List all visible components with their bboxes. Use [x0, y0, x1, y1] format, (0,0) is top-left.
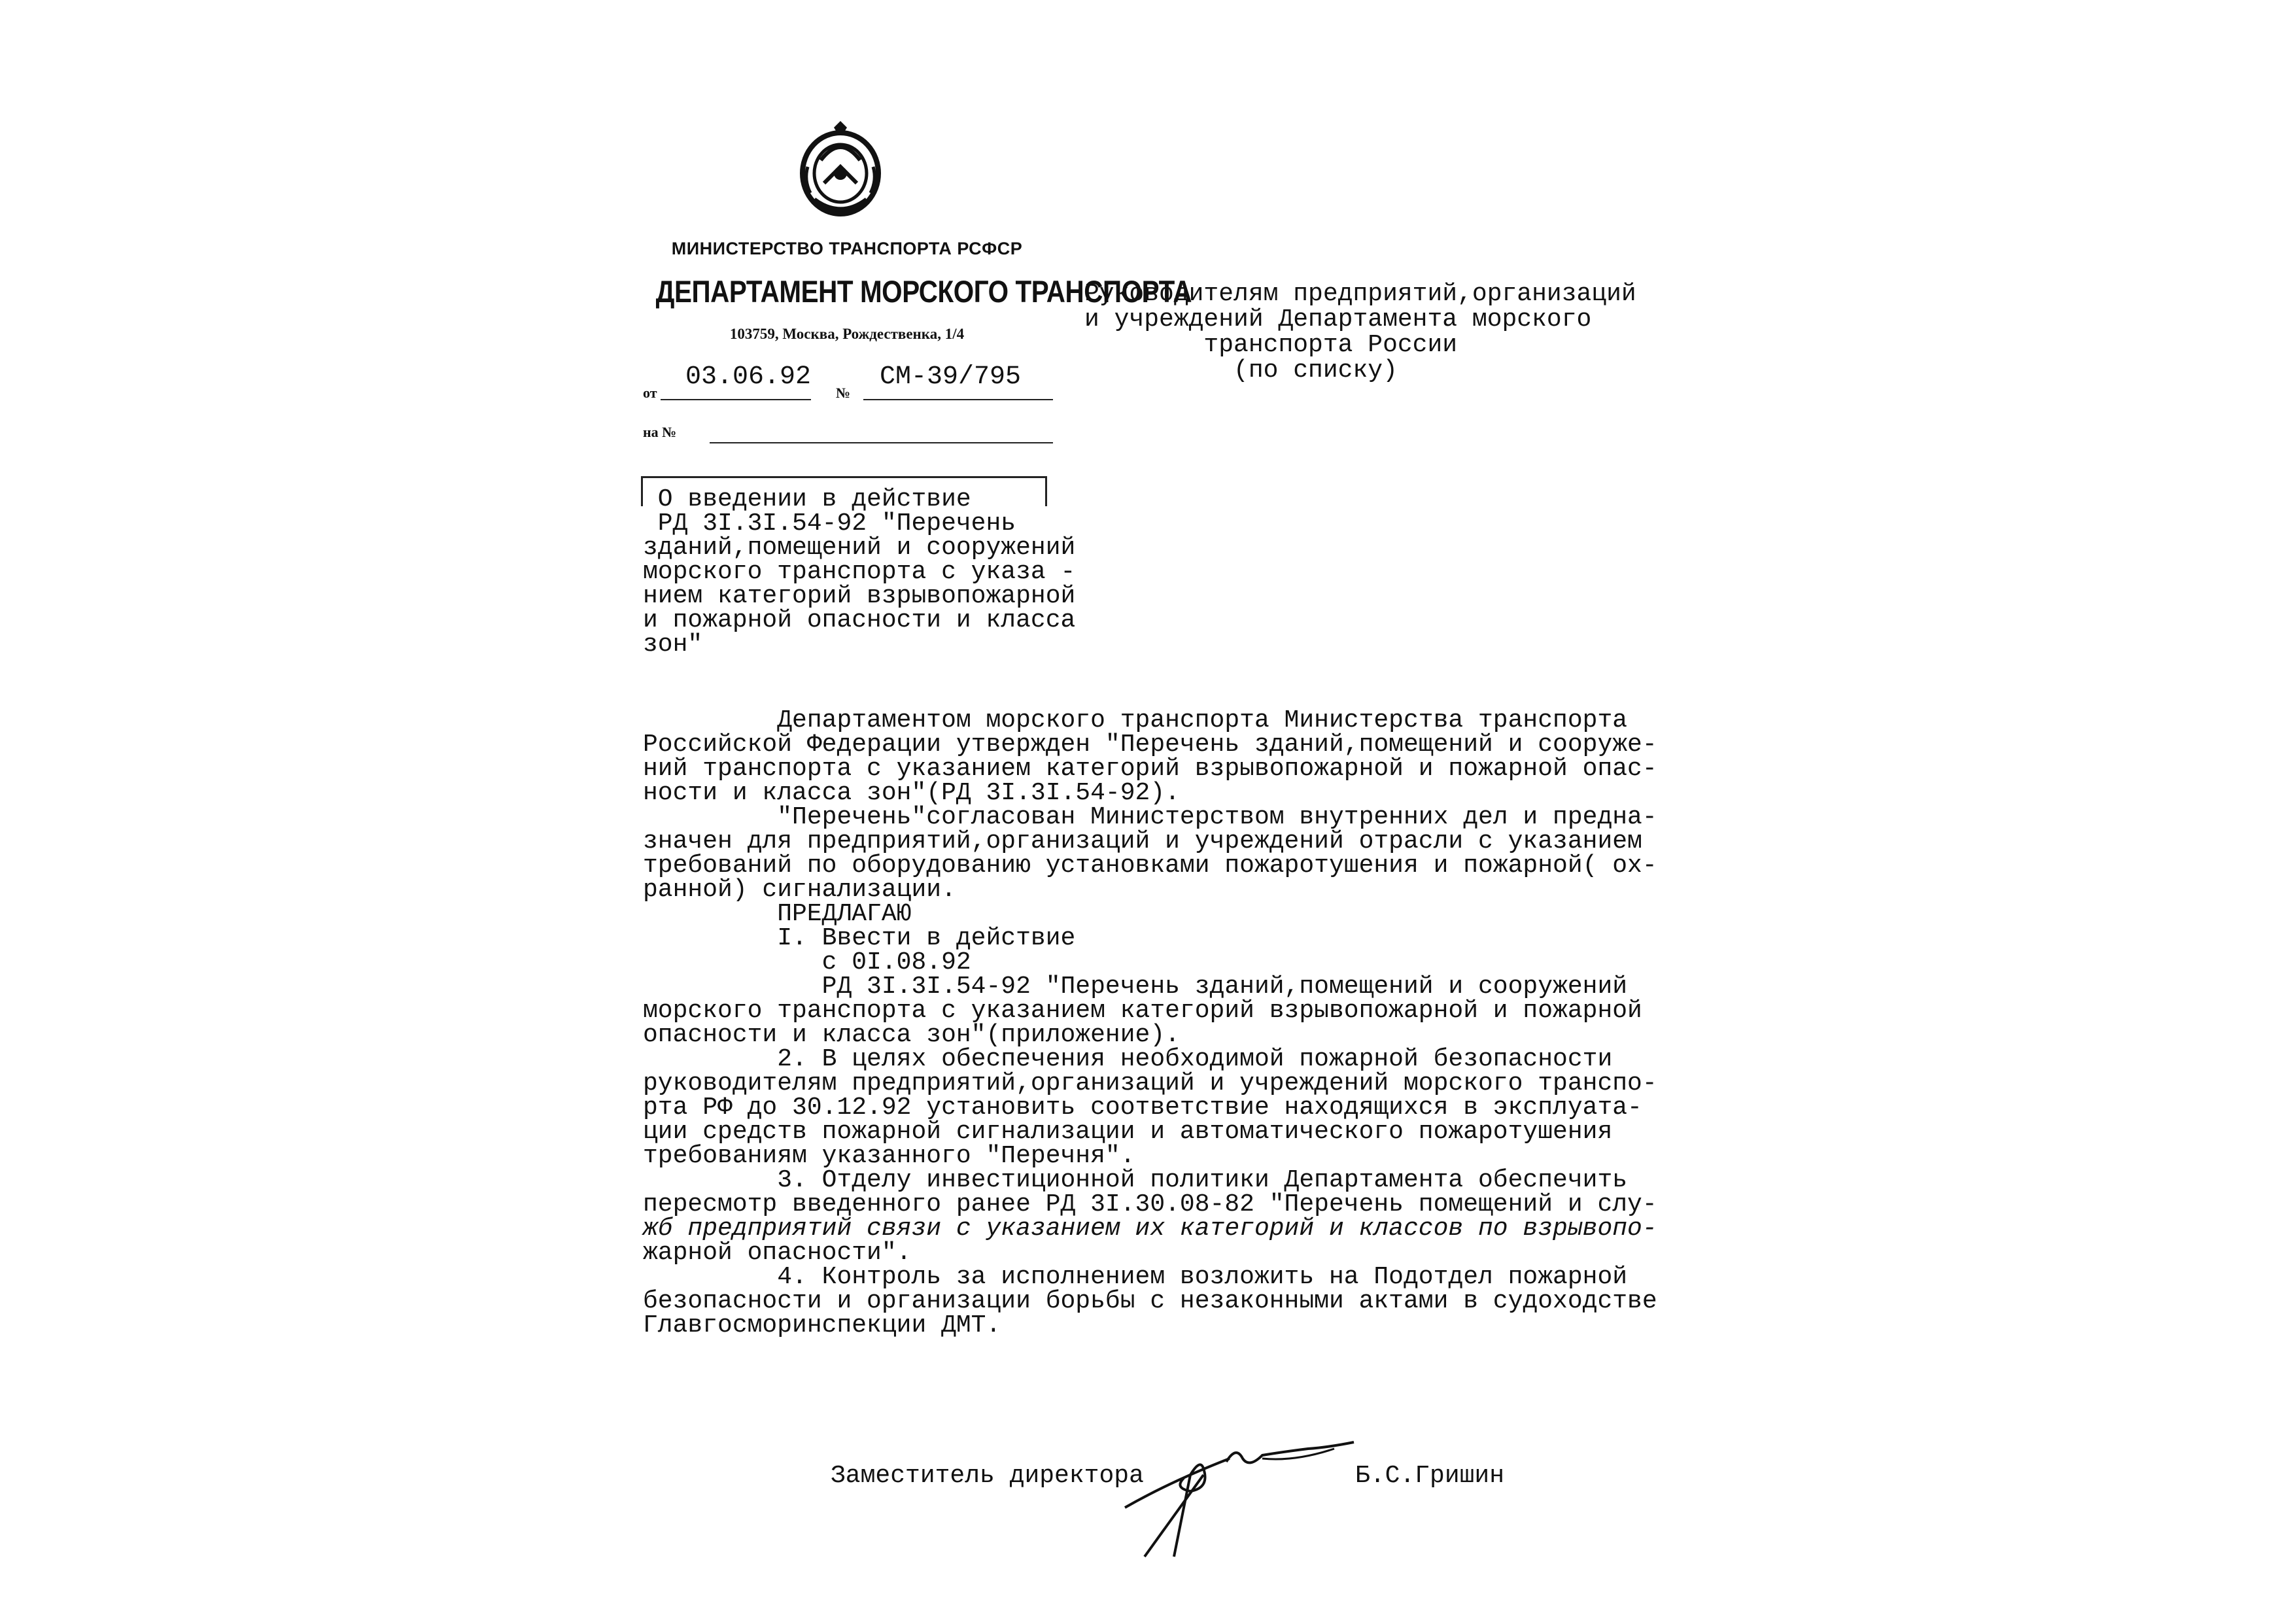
date-underline: [661, 399, 811, 400]
signatory-name: Б.С.Гришин: [1355, 1462, 1505, 1490]
item-3-part-c: жарной опасности".: [643, 1239, 912, 1267]
reply-to-underline: [710, 442, 1053, 443]
subject-bracket-top: [641, 476, 1046, 478]
state-emblem-icon: [795, 121, 886, 219]
signatory-title: Заместитель директора: [831, 1462, 1144, 1490]
item-4: 4. Контроль за исполнением возложить на Подотдел пожарной безопасности и организации борьбы с незаконными актами в судоходстве Главгосморинспекции ДМТ.: [643, 1263, 1657, 1339]
number-label: №: [836, 385, 851, 401]
department-name: ДЕПАРТАМЕНТ МОРСКОГО ТРАНСПОРТА: [655, 274, 1192, 309]
document-date: 03.06.92: [685, 362, 812, 392]
date-label: от: [643, 385, 657, 401]
ministry-name: МИНИСТЕРСТВО ТРАНСПОРТА РСФСР: [671, 239, 1023, 258]
document-number: СМ-39/795: [880, 362, 1022, 392]
paragraph-approval: Департаментом морского транспорта Министерства транспорта Российской Федерации утвержден "Перечень зданий,помещений и сооруже- ний транспорта с указанием категорий взрывопожарной и пожарной опас- ности и класса зон"(РД 3I.3I.54-92).: [643, 706, 1657, 807]
item-2: 2. В целях обеспечения необходимой пожарной безопасности руководителям предприятий,организаций и учреждений морского транспо- рта РФ до 30.12.92 установить соответствие находящихся в эксплуата- ции средств пожарной сигнализации и автоматического пожаротушения требованиям указанного "Перечня".: [643, 1045, 1657, 1170]
propose-heading: ПРЕДЛАГАЮ: [643, 900, 912, 928]
item-3-part-a: 3. Отделу инвестиционной политики Департамента обеспечить пересмотр введенного ранее РД 3I.30.08-82 "Перечень помещений и слу-: [643, 1166, 1657, 1218]
addressee-block: Руководителям предприятий,организаций и учреждений Департамента морского транспорта России (по списку): [1084, 280, 1636, 385]
item-1: I. Ввести в действие с 0I.08.92 РД 3I.3I.54-92 "Перечень зданий,помещений и сооружений морского транспорта с указанием категорий взрывопожарной и пожарной опасности и класса зон"(приложение).: [643, 924, 1642, 1049]
number-underline: [863, 399, 1053, 400]
subject-block: О введении в действие РД 3I.3I.54-92 "Перечень зданий,помещений и сооружений морского транспорта с указа - нием категорий взрывопожарной и пожарной опасности и класса зон": [643, 485, 1076, 659]
reply-to-label: на №: [643, 424, 677, 440]
department-address: 103759, Москва, Рождественка, 1/4: [729, 326, 965, 342]
handwritten-signature-icon: [1112, 1423, 1360, 1560]
paragraph-agreement: "Перечень"согласован Министерством внутренних дел и предна- значен для предприятий,организаций и учреждений отрасли с указанием требований по оборудованию установками пожаротушения и пожарной( ох- ранной) сигнализации.: [643, 803, 1657, 904]
letter-body: [643, 708, 1689, 1338]
item-3-part-b: жб предприятий связи с указанием их категорий и классов по взрывопо-: [643, 1215, 1657, 1243]
item-3: [643, 1166, 1657, 1267]
